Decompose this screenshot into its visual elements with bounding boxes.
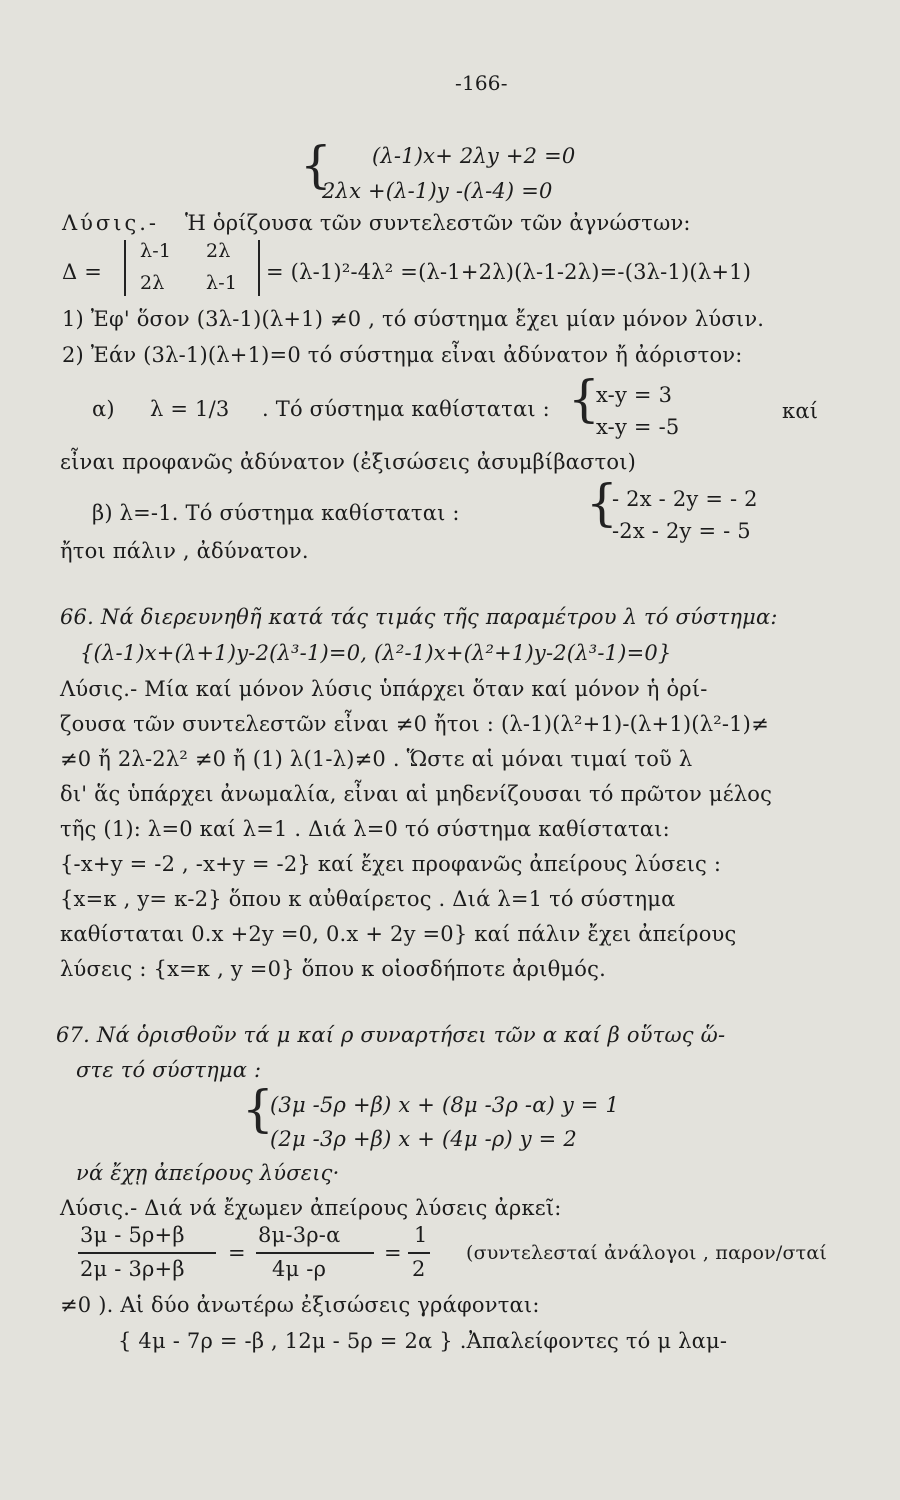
system-equation-1: (λ-1)x+ 2λy +2 =0	[372, 144, 576, 168]
problem-66-solution-9: λύσεις : {x=κ , y =0} ὅπου κ οἱοσδήποτε ἀριθμός.	[60, 957, 606, 981]
fraction-3-bar	[408, 1252, 430, 1254]
case-b-equation-2: -2x - 2y = - 5	[612, 519, 751, 543]
problem-67-brace: {	[242, 1080, 274, 1138]
case-a-conclusion: εἶναι προφανῶς ἀδύνατον (ἐξισώσεις ἀσυμβίβαστοι)	[60, 450, 637, 474]
case-b-text: β) λ=-1. Τό σύστημα καθίσταται :	[92, 501, 460, 525]
problem-67-statement-2: στε τό σύστημα :	[76, 1058, 262, 1082]
problem-66-system: {(λ-1)x+(λ+1)y-2(λ³-1)=0, (λ²-1)x+(λ²+1)y-2(λ³-1)=0}	[80, 641, 672, 665]
problem-66-statement: 66. Νά διερευνηθῆ κατά τάς τιμάς τῆς παραμέτρου λ τό σύστημα:	[60, 605, 778, 629]
determinant-expansion: = (λ-1)²-4λ² =(λ-1+2λ)(λ-1-2λ)=-(3λ-1)(λ+1)	[266, 260, 752, 284]
case-b-conclusion: ἤτοι πάλιν , ἀδύνατον.	[60, 539, 309, 563]
case-b-brace: {	[586, 474, 618, 532]
system-equation-2: 2λx +(λ-1)y -(λ-4) =0	[322, 179, 553, 203]
case-a-text: . Τό σύστημα καθίσταται :	[262, 397, 550, 421]
problem-66-solution-4: δι' ἅς ὑπάρχει ἀνωμαλία, εἶναι αἱ μηδενίζουσαι τό πρῶτον μέλος	[60, 782, 773, 806]
determinant-a11: λ-1	[140, 240, 172, 262]
problem-67-solution-1: Λύσις.- Διά νά ἔχωμεν ἀπείρους λύσεις ἀρκεῖ:	[60, 1196, 562, 1220]
equals-sign-2: =	[384, 1241, 402, 1265]
fraction-note: (συντελεσταί ἀνάλογοι , παρον/σταί	[466, 1242, 828, 1264]
determinant-bar-left	[124, 240, 126, 296]
case-a-brace: {	[568, 370, 600, 428]
determinant-bar-right	[258, 240, 260, 296]
system-brace: {	[300, 136, 332, 194]
problem-67-equation-1: (3μ -5ρ +β) x + (8μ -3ρ -α) y = 1	[270, 1093, 620, 1117]
fraction-1-numerator: 3μ - 5ρ+β	[80, 1223, 185, 1247]
equals-sign-1: =	[228, 1241, 246, 1265]
problem-66-solution-6: {-x+y = -2 , -x+y = -2} καί ἔχει προφανῶς ἀπείρους λύσεις :	[60, 852, 722, 876]
determinant-a21: 2λ	[140, 272, 165, 294]
determinant-a22: λ-1	[206, 272, 238, 294]
fraction-2-bar	[256, 1252, 374, 1254]
solution-intro: Ἡ ὁρίζουσα τῶν συντελεστῶν τῶν ἀγνώστων:	[185, 211, 691, 235]
case-a-lambda: λ = 1/3	[150, 397, 230, 421]
determinant-lhs: Δ =	[62, 260, 103, 284]
fraction-3-denominator: 2	[412, 1257, 426, 1281]
problem-66-solution-1: Λύσις.- Μία καί μόνον λύσις ὑπάρχει ὅταν καί μόνον ἡ ὁρί-	[60, 677, 708, 701]
case-a-equation-1: x-y = 3	[596, 383, 673, 407]
fraction-2-numerator: 8μ-3ρ-α	[258, 1223, 341, 1247]
problem-66-solution-2: ζουσα τῶν συντελεστῶν εἶναι ≠0 ἤτοι : (λ-1)(λ²+1)-(λ+1)(λ²-1)≠	[60, 712, 769, 736]
problem-67-statement-1: 67. Νά ὁρισθοῦν τά μ καί ρ συναρτήσει τῶν α καί β οὕτως ὥ-	[56, 1023, 726, 1047]
problem-67-solution-2: ≠0 ). Αἱ δύο ἀνωτέρω ἐξισώσεις γράφονται:	[60, 1293, 540, 1317]
solution-label: Λύσις.-	[62, 211, 160, 235]
problem-67-solution-3: { 4μ - 7ρ = -β , 12μ - 5ρ = 2α } .Ἀπαλείφοντες τό μ λαμ-	[118, 1329, 728, 1353]
fraction-2-denominator: 4μ -ρ	[272, 1257, 327, 1281]
page-number: -166-	[455, 71, 508, 95]
case-b-equation-1: - 2x - 2y = - 2	[612, 487, 758, 511]
case-1: 1) Ἐφ' ὅσον (3λ-1)(λ+1) ≠0 , τό σύστημα ἔχει μίαν μόνον λύσιν.	[62, 307, 765, 331]
case-a-label: α)	[92, 397, 115, 421]
fraction-3-numerator: 1	[414, 1223, 428, 1247]
problem-67-equation-2: (2μ -3ρ +β) x + (4μ -ρ) y = 2	[270, 1127, 577, 1151]
fraction-1-bar	[78, 1252, 216, 1254]
problem-66-solution-8: καθίσταται 0.x +2y =0, 0.x + 2y =0} καί πάλιν ἔχει ἀπείρους	[60, 922, 737, 946]
determinant-a12: 2λ	[206, 240, 231, 262]
case-a-equation-2: x-y = -5	[596, 415, 680, 439]
case-2: 2) Ἐάν (3λ-1)(λ+1)=0 τό σύστημα εἶναι ἀδύνατον ἤ ἀόριστον:	[62, 343, 743, 367]
problem-66-solution-3: ≠0 ἤ 2λ-2λ² ≠0 ἤ (1) λ(1-λ)≠0 . Ὥστε αἱ μόναι τιμαί τοῦ λ	[60, 747, 693, 771]
problem-66-solution-7: {x=κ , y= κ-2} ὅπου κ αὐθαίρετος . Διά λ=1 τό σύστημα	[60, 887, 676, 911]
problem-66-solution-5: τῆς (1): λ=0 καί λ=1 . Διά λ=0 τό σύστημα καθίσταται:	[60, 817, 670, 841]
fraction-1-denominator: 2μ - 3ρ+β	[80, 1257, 185, 1281]
problem-67-statement-3: νά ἔχῃ ἀπείρους λύσεις·	[76, 1161, 340, 1185]
case-a-and: καί	[782, 399, 819, 423]
